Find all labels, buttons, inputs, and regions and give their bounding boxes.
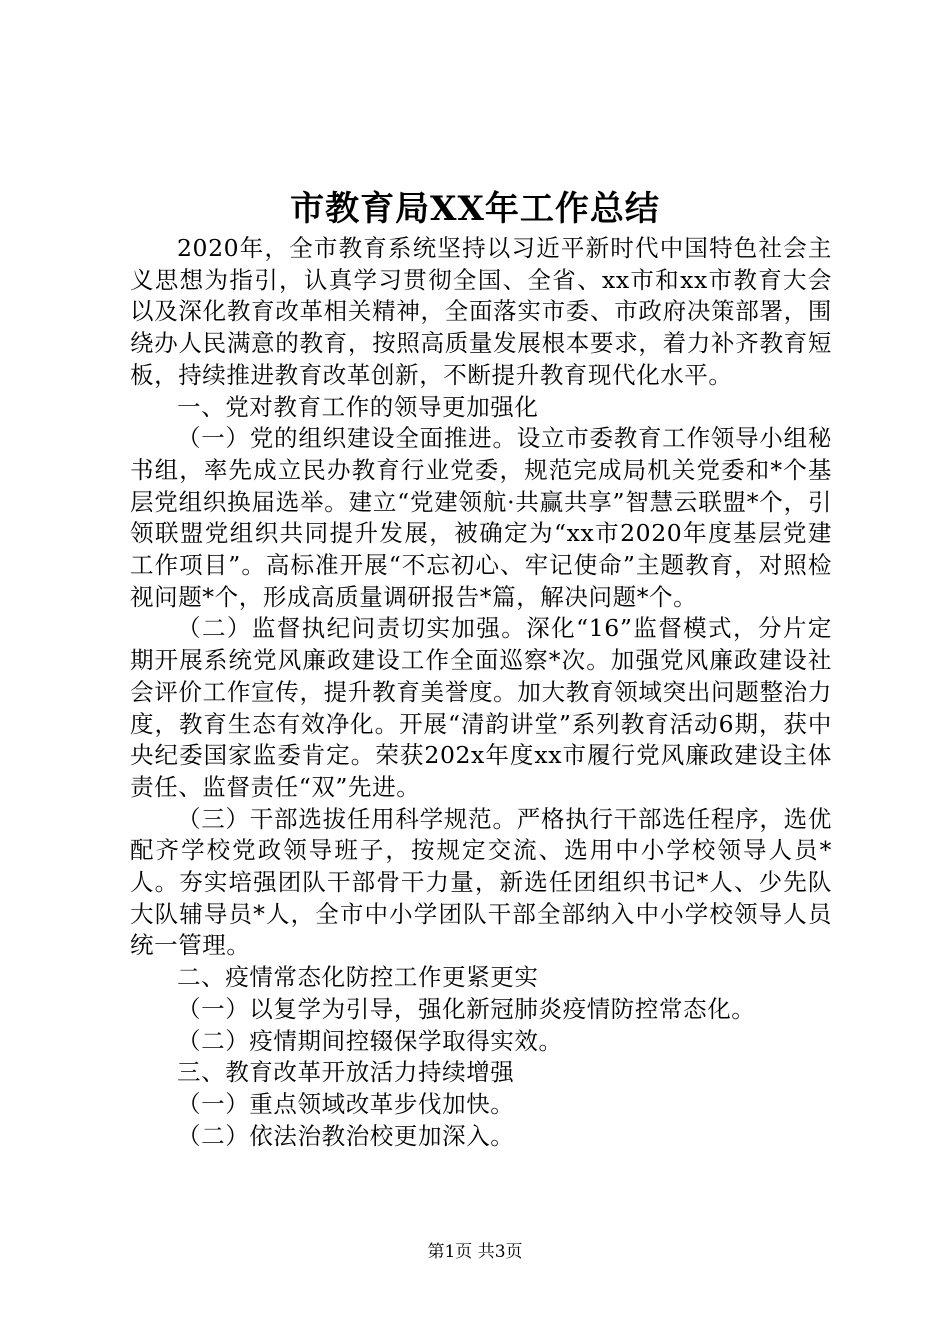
document-body: [130, 233, 832, 1152]
subsection-heading-2-2: （二）疫情期间控辍保学取得实效。: [177, 1026, 563, 1055]
subsection-heading-3-1: （一）重点领域改革步伐加快。: [177, 1089, 515, 1118]
section-heading-3: 三、教育改革开放活力持续增强: [177, 1058, 515, 1087]
intro-paragraph: 2020年，全市教育系统坚持以习近平新时代中国特色社会主义思想为指引，认真学习贯彻全国、全省、xx市和xx市教育大会以及深化教育改革相关精神，全面落实市委、市政府决策部署，围绕办人民满意的教育，按照高质量发展根本要求，着力补齐教育短板，持续推进教育改革创新，不断提升教育现代化水平。: [130, 234, 832, 389]
subsection-heading-3-2: （二）依法治教治校更加深入。: [177, 1121, 515, 1150]
section-heading-1: 一、党对教育工作的领导更加强化: [177, 392, 539, 421]
section-heading-2: 二、疫情常态化防控工作更紧更实: [177, 963, 539, 992]
subsection-heading-2-1: （一）以复学为引导，强化新冠肺炎疫情防控常态化。: [177, 994, 756, 1023]
page-title: 市教育局XX年工作总结: [290, 189, 660, 229]
subsection-paragraph-1-1: （一）党的组织建设全面推进。设立市委教育工作领导小组秘书组，率先成立民办教育行业党委，规范完成局机关党委和*个基层党组织换届选举。建立“党建领航·共赢共享”智慧云联盟*个，引领联盟党组织共同提升发展，被确定为“xx市2020年度基层党建工作项目”。高标准开展“不忘初心、牢记使命”主题教育，对照检视问题*个，形成高质量调研报告*篇，解决问题*个。: [130, 424, 832, 611]
subsection-paragraph-1-3: （三）干部选拔任用科学规范。严格执行干部选任程序，选优配齐学校党政领导班子，按规定交流、选用中小学校领导人员*人。夯实培强团队干部骨干力量，新选任团组织书记*人、少先队大队辅导员*人，全市中小学团队干部全部纳入中小学校领导人员统一管理。: [130, 804, 832, 960]
subsection-paragraph-1-2: （二）监督执纪问责切实加强。深化“16”监督模式，分片定期开展系统党风廉政建设工作全面巡察*次。加强党风廉政建设社会评价工作宣传，提升教育美誉度。加大教育领域突出问题整治力度，教育生态有效净化。开展“清韵讲堂”系列教育活动6期，获中央纪委国家监委肯定。荣获202x年度xx市履行党风廉政建设主体责任、监督责任“双”先进。: [130, 614, 832, 801]
page-footer: 第1页 共3页: [427, 1242, 523, 1262]
